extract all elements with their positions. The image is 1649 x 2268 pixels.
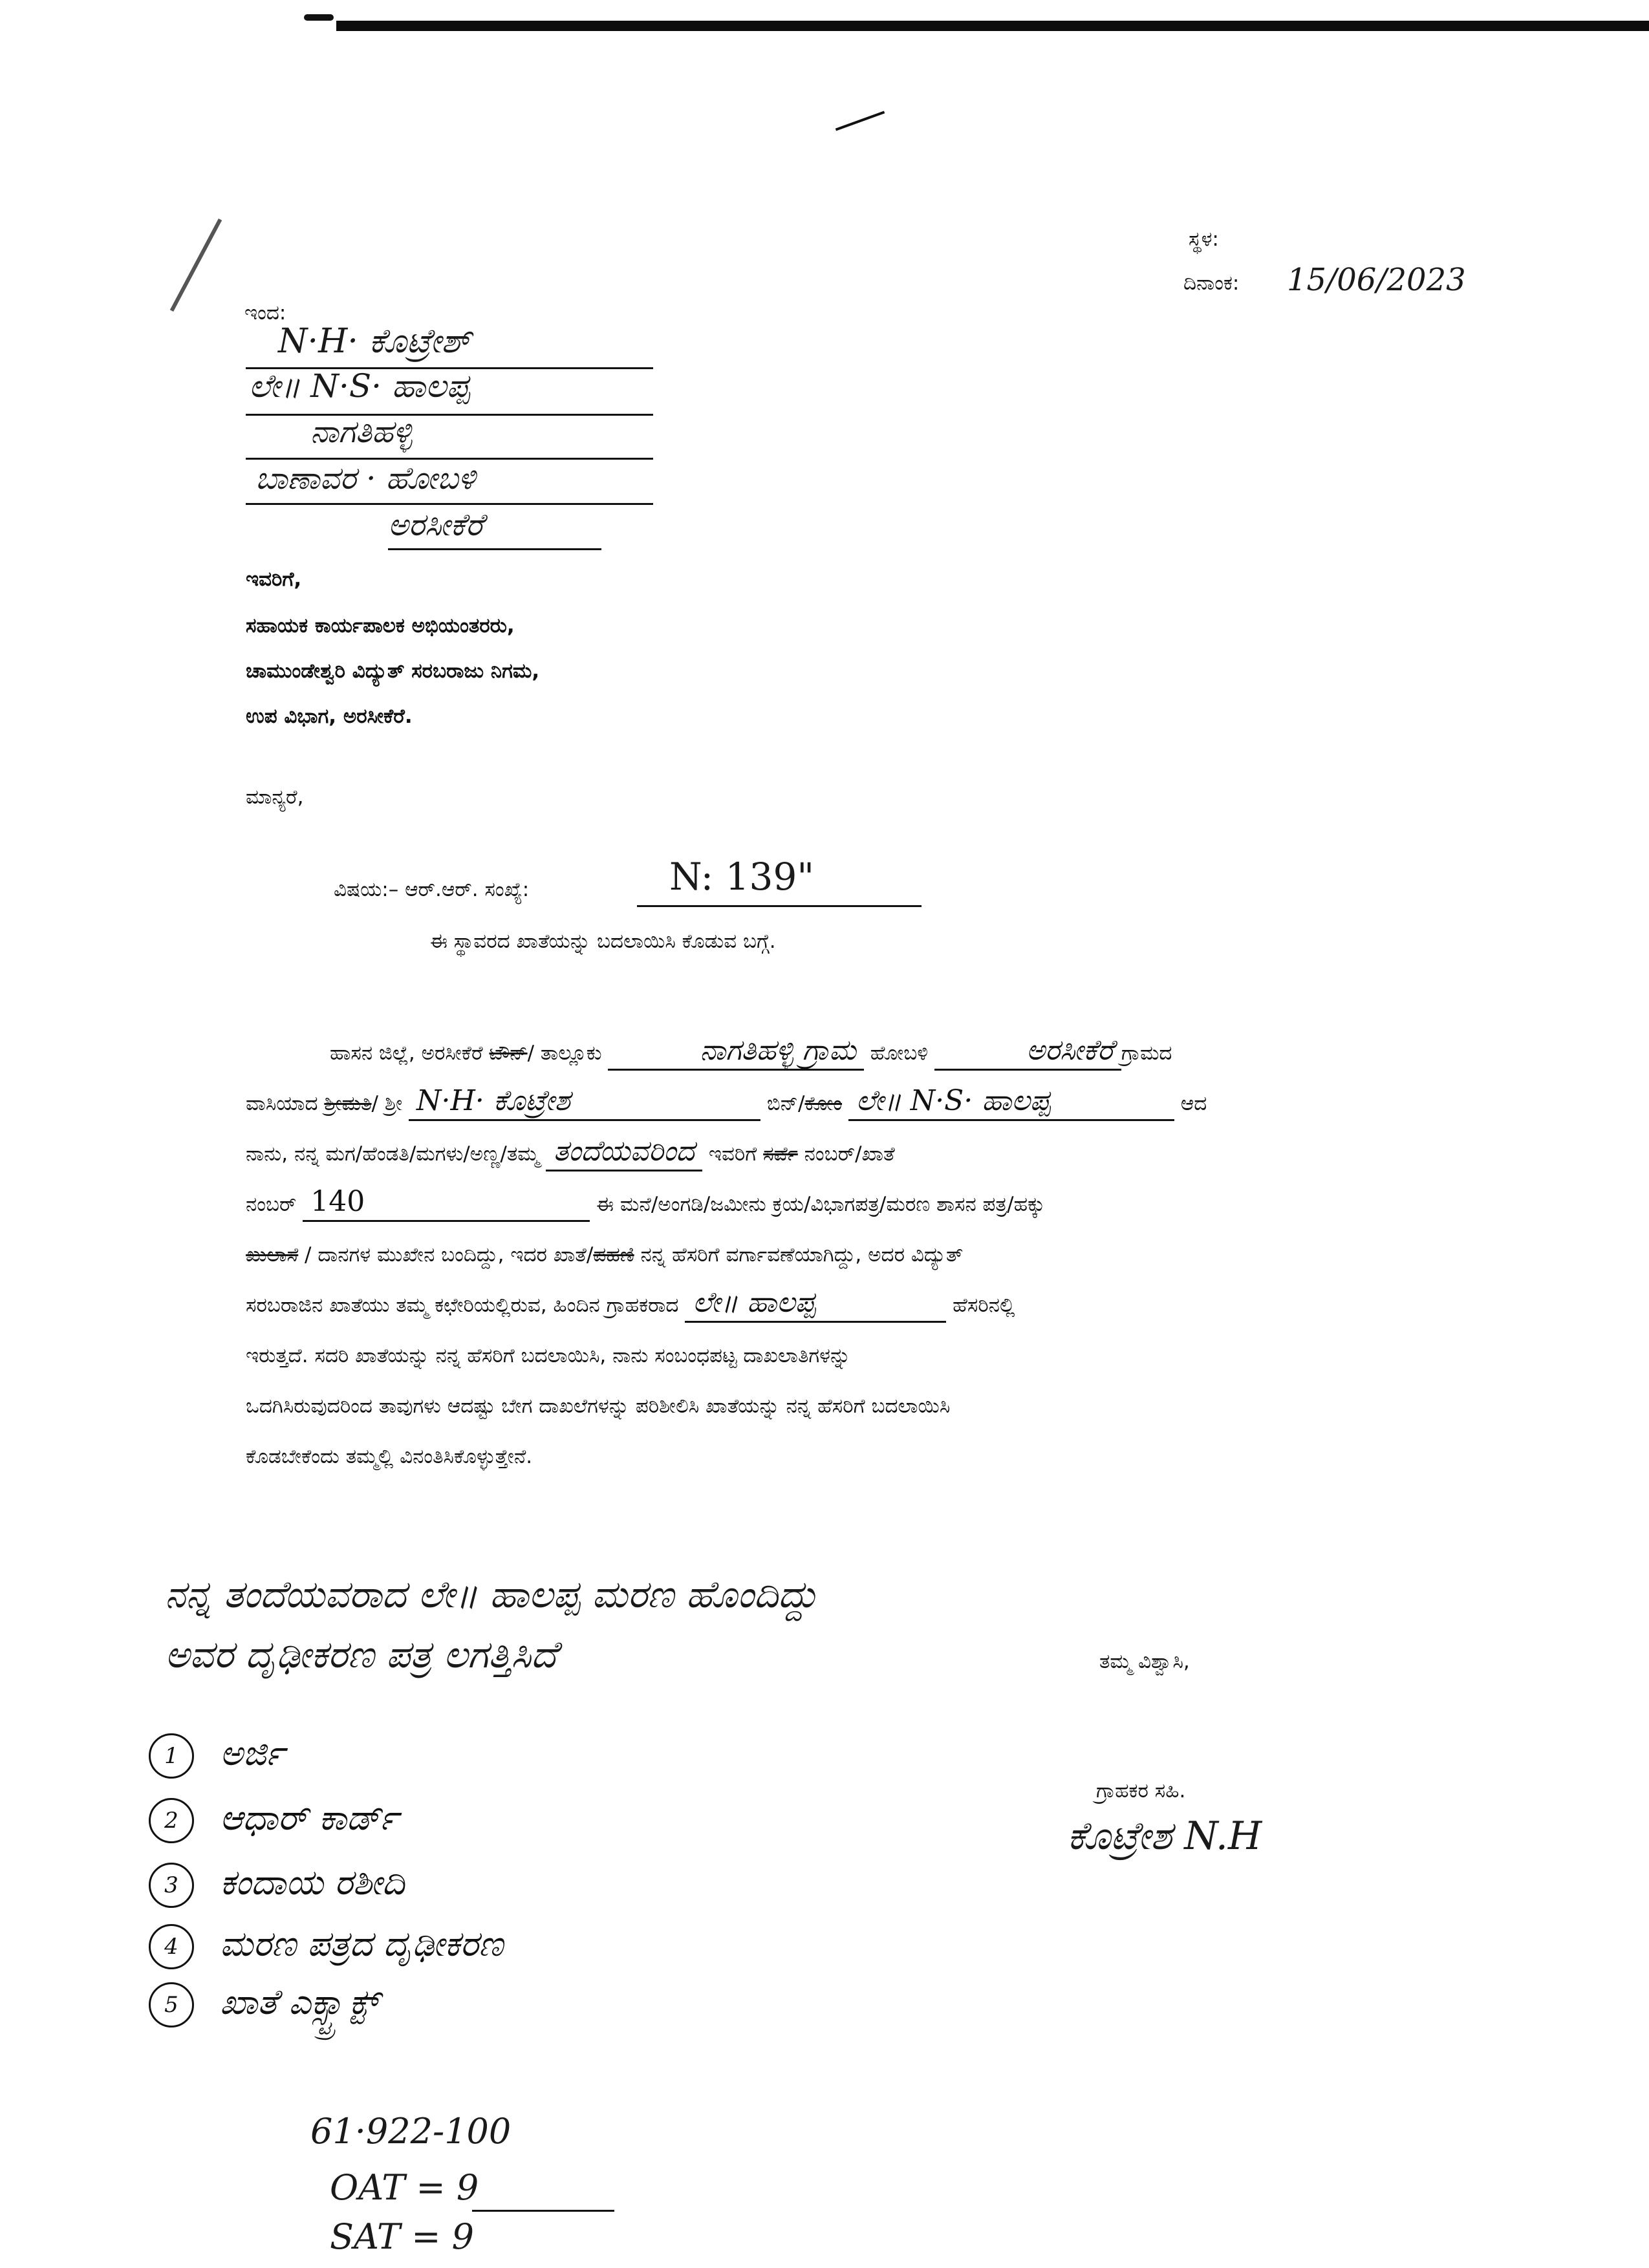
date-value: 15/06/2023: [1287, 262, 1466, 298]
body-text: ಹಾಸನ ಜಿಲ್ಲೆ, ಅರಸೀಕೆರೆ: [330, 1042, 490, 1065]
attachment-text: ಅರ್ಜಿ: [220, 1733, 285, 1773]
from-line-2: ಲೇ॥ N·S· ಹಾಲಪ್ಪ: [249, 367, 470, 405]
relation-field: ತಂದೆಯವರಿಂದ: [546, 1133, 702, 1171]
hobli-field: ಅರಸೀಕೆರೆ: [934, 1032, 1121, 1071]
struck-text: ಶ್ರೀಮತಿ: [324, 1092, 372, 1115]
rr-number: N: 139": [669, 855, 815, 899]
scan-top-bar: [336, 21, 1649, 31]
attachment-item: [149, 1862, 405, 1908]
body-line-1: [246, 1028, 1461, 1078]
handwritten-note-line-1: ನನ್ನ ತಂದೆಯವರಾದ ಲೇ॥ ಹಾಲಪ್ಪ ಮರಣ ಹೊಂದಿದ್ದು: [165, 1572, 818, 1616]
father-name-field: ಲೇ॥ N·S· ಹಾಲಪ್ಪ: [848, 1083, 1174, 1121]
body-text: / ತಾಲ್ಲೂಕು: [527, 1042, 602, 1065]
from-rule-4: [246, 503, 653, 505]
body-text: ನಾನು, ನನ್ನ ಮಗ/ಹೆಂಡತಿ/ಮಗಳು/ಅಣ್ಣ/ತಮ್ಮ: [246, 1142, 540, 1166]
attachment-number: 4: [149, 1924, 194, 1969]
rr-number-rule: [637, 905, 921, 907]
body-text: ನಂಬರ್: [246, 1193, 297, 1216]
struck-text: ಟೌನ್: [489, 1042, 528, 1065]
attachment-number: 1: [149, 1733, 194, 1779]
body-paragraph: [246, 1028, 1461, 1482]
to-line-2: ಚಾಮುಂಡೇಶ್ವರಿ ವಿದ್ಯುತ್ ಸರಬರಾಜು ನಿಗಮ,: [246, 659, 540, 683]
khata-number-field: 140: [303, 1184, 590, 1222]
signature: ಕೊಟ್ರೇಶ N.H: [1067, 1813, 1262, 1859]
scan-speck: [304, 14, 334, 21]
subject-line-2: ಈ ಸ್ಥಾವರದ ಖಾತೆಯನ್ನು ಬದಲಾಯಿಸಿ ಕೊಡುವ ಬಗ್ಗೆ.: [430, 930, 776, 953]
body-text: ಗ್ರಾಮದ: [1121, 1042, 1172, 1065]
from-rule-5: [388, 548, 601, 550]
attachment-item: [149, 1923, 503, 1969]
signature-label: ಗ್ರಾಹಕರ ಸಹಿ.: [1096, 1779, 1186, 1803]
from-line-1: N·H· ಕೊಟ್ರೇಶ್: [278, 322, 471, 361]
attachment-item: [149, 1982, 378, 2027]
calc-line-2: OAT = 9: [330, 2167, 479, 2208]
previous-customer-field: ಲೇ॥ ಹಾಲಪ್ಪ: [685, 1285, 946, 1323]
to-line-1: ಸಹಾಯಕ ಕಾರ್ಯಪಾಲಕ ಅಭಿಯಂತರರು,: [246, 614, 515, 637]
calc-line-3: SAT = 9: [330, 2216, 474, 2257]
body-text: ಆದ: [1180, 1092, 1207, 1115]
body-text: ನಂಬರ್/ಖಾತೆ: [804, 1142, 895, 1166]
struck-text: ಸರ್ವೆ: [763, 1142, 798, 1166]
body-text: ವಾಸಿಯಾದ: [246, 1092, 318, 1115]
attachment-text: ಆಧಾರ್ ಕಾರ್ಡ್: [220, 1797, 399, 1838]
struck-text: ಪಹಣಿ: [593, 1243, 634, 1267]
applicant-name-field: N·H· ಕೊಟ್ರೇಶ: [409, 1083, 760, 1121]
from-line-4: ಬಾಣಾವರ · ಹೋಬಳಿ: [255, 460, 475, 497]
body-line-7: ಇರುತ್ತದೆ. ಸದರಿ ಖಾತೆಯನ್ನು ನನ್ನ ಹೆಸರಿಗೆ ಬದಲಾಯಿಸಿ, ನಾನು ಸಂಬಂಧಪಟ್ಟ ದಾಖಲಾತಿಗಳನ್ನು: [246, 1344, 851, 1367]
body-text: ಹೆಸರಿನಲ್ಲಿ: [953, 1294, 1015, 1317]
body-line-6: [246, 1280, 1461, 1331]
body-line-4: [246, 1179, 1461, 1230]
body-text: ಇವರಿಗೆ: [708, 1142, 757, 1166]
body-text: / ದಾನಗಳ ಮುಖೇನ ಬಂದಿದ್ದು, ಇದರ ಖಾತೆ/: [305, 1243, 594, 1267]
place-label: ಸ್ಥಳ:: [1189, 228, 1219, 251]
attachment-item: [149, 1797, 398, 1843]
from-line-5: ಅರಸೀಕೆರೆ: [388, 507, 484, 543]
struck-text: ಖುಲಾಸೆ: [246, 1243, 299, 1267]
attachment-text: ಖಾತೆ ಎಕ್ಸ್ಟ್ರಾಕ್ಟ್: [220, 1982, 379, 2022]
from-line-3: ನಾಗತಿಹಳ್ಳಿ: [310, 414, 413, 450]
attachment-number: 2: [149, 1798, 194, 1843]
date-label: ದಿನಾಂಕ:: [1183, 272, 1240, 295]
body-line-5: [246, 1230, 1461, 1280]
attachment-number: 3: [149, 1863, 194, 1908]
scan-dash-mark: [835, 111, 885, 131]
struck-text: ಕೋಂ: [804, 1092, 843, 1115]
calc-rule: [472, 2210, 614, 2212]
body-text: ನನ್ನ ಹೆಸರಿಗೆ ವರ್ಗಾವಣೆಯಾಗಿದ್ದು, ಅದರ ವಿದ್ಯುತ್: [640, 1243, 964, 1267]
to-line-3: ಉಪ ವಿಭಾಗ, ಅರಸೀಕೆರೆ.: [246, 705, 413, 728]
attachment-text: ಮರಣ ಪತ್ರದ ದೃಢೀಕರಣ: [220, 1923, 504, 1964]
attachment-text: ಕಂದಾಯ ರಶೀದಿ: [220, 1862, 405, 1903]
from-rule-2: [246, 414, 653, 416]
from-label: ಇಂದ:: [244, 301, 286, 325]
body-line-9: ಕೊಡಬೇಕೆಂದು ತಮ್ಮಲ್ಲಿ ವಿನಂತಿಸಿಕೊಳ್ಳುತ್ತೇನೆ.: [246, 1445, 533, 1468]
body-text: ಸರಬರಾಜಿನ ಖಾತೆಯು ತಮ್ಮ ಕಛೇರಿಯಲ್ಲಿರುವ, ಹಿಂದಿನ ಗ್ರಾಹಕರಾದ: [246, 1294, 679, 1317]
to-label: ಇವರಿಗೆ,: [246, 568, 302, 591]
body-line-2: [246, 1078, 1461, 1129]
salutation: ಮಾನ್ಯರೆ,: [246, 786, 304, 809]
body-text: / ಶ್ರೀ: [371, 1092, 403, 1115]
attachment-number: 5: [149, 1982, 194, 2027]
village-field: ನಾಗತಿಹಳ್ಳಿ ಗ್ರಾಮ: [608, 1032, 863, 1071]
handwritten-note-line-2: ಅವರ ದೃಢೀಕರಣ ಪತ್ರ ಲಗತ್ತಿಸಿದೆ: [165, 1632, 557, 1676]
body-text: ಹೋಬಳಿ: [870, 1042, 929, 1065]
body-line-3: [246, 1129, 1461, 1179]
from-rule-3: [246, 458, 653, 460]
body-text: ಬಿನ್/: [766, 1092, 805, 1115]
attachment-item: [149, 1733, 285, 1779]
subject-label: ವಿಷಯ:– ಆರ್.ಆರ್. ಸಂಖ್ಯೆ:: [334, 878, 530, 901]
closing: ತಮ್ಮ ವಿಶ್ವಾಸಿ,: [1099, 1650, 1190, 1673]
calc-line-1: 61·922-100: [310, 2111, 512, 2152]
body-text: ಈ ಮನೆ/ಅಂಗಡಿ/ಜಮೀನು ಕ್ರಯ/ವಿಭಾಗಪತ್ರ/ಮರಣ ಶಾಸನ ಪತ್ರ/ಹಕ್ಕು: [596, 1193, 1045, 1216]
scan-diagonal-mark: [170, 219, 222, 312]
body-line-8: ಒದಗಿಸಿರುವುದರಿಂದ ತಾವುಗಳು ಆದಷ್ಟು ಬೇಗ ದಾಖಲೆಗಳನ್ನು ಪರಿಶೀಲಿಸಿ ಖಾತೆಯನ್ನು ನನ್ನ ಹೆಸರಿಗೆ ಬದಲಾಯಿಸಿ: [246, 1395, 951, 1418]
